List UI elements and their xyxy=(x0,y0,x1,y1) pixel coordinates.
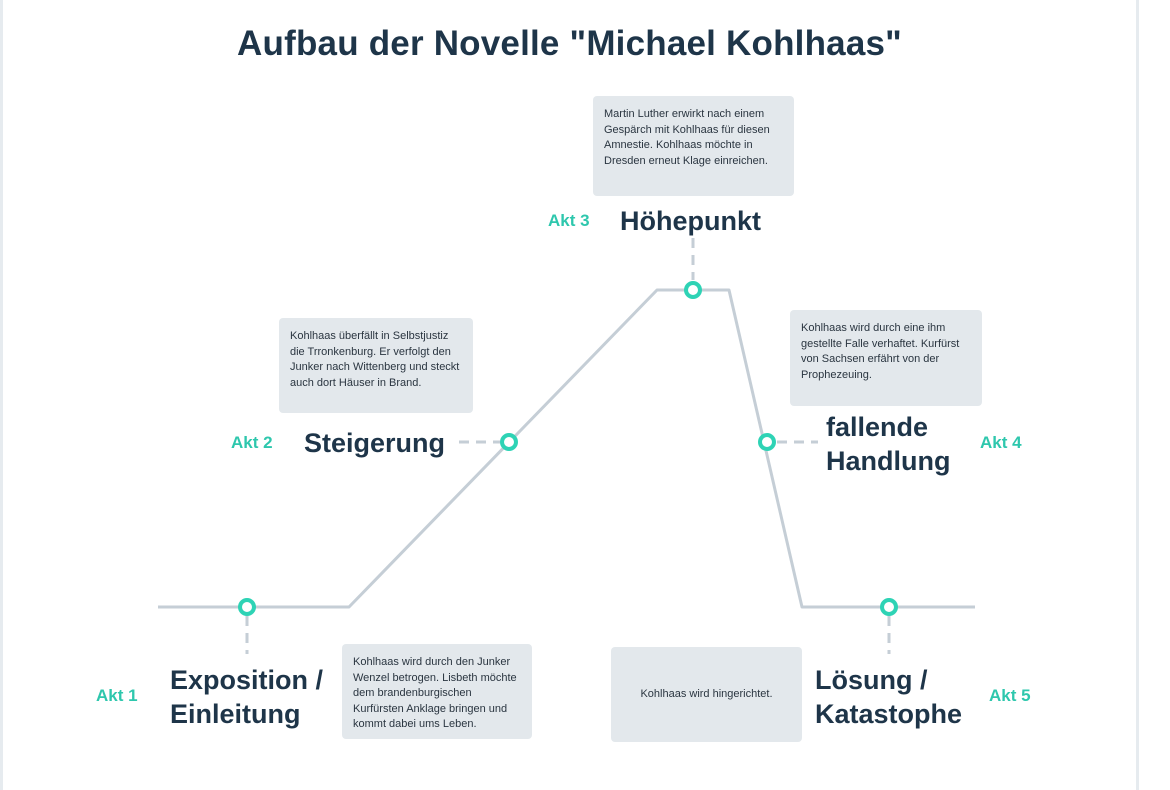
stage-note-exposition: Kohlhaas wird durch den Junker Wenzel betrogen. Lisbeth möchte dem brandenburgischen Kurfürsten Anklage bringen und kommt dabei ums Leben. xyxy=(342,644,532,739)
stage-title-fallende-handlung: fallende Handlung xyxy=(826,412,951,476)
act-label-3: Akt 3 xyxy=(548,211,590,230)
stage-title-loesung: Lösung / Katastophe xyxy=(815,665,963,729)
act-label-2: Akt 2 xyxy=(231,433,273,452)
diagram-title: Aufbau der Novelle "Michael Kohlhaas" xyxy=(237,24,902,63)
stage-note-fallende-handlung: Kohlhaas wird durch eine ihm gestellte Falle verhaftet. Kurfürst von Sachsen erfährt von der Prophezeuing. xyxy=(790,310,982,406)
marker-akt3 xyxy=(686,283,700,297)
marker-akt4 xyxy=(760,435,774,449)
stage-title-hoehepunkt: Höhepunkt xyxy=(620,206,761,236)
marker-akt1 xyxy=(240,600,254,614)
act-label-4: Akt 4 xyxy=(980,433,1022,452)
stage-note-hoehepunkt: Martin Luther erwirkt nach einem Gespärch mit Kohlhaas für diesen Amnestie. Kohlhaas möchte in Dresden erneut Klage einreichen. xyxy=(593,96,794,196)
stage-note-steigerung: Kohlhaas überfällt in Selbstjustiz die Trronkenburg. Er verfolgt den Junker nach Wittenberg und steckt auch dort Häuser in Brand. xyxy=(279,318,473,413)
marker-akt5 xyxy=(882,600,896,614)
stage-title-steigerung: Steigerung xyxy=(304,428,446,458)
marker-akt2 xyxy=(502,435,516,449)
stage-title-exposition: Exposition / Einleitung xyxy=(170,665,324,729)
act-label-1: Akt 1 xyxy=(96,686,138,705)
stage-note-loesung: Kohlhaas wird hingerichtet. xyxy=(611,647,802,742)
act-label-5: Akt 5 xyxy=(989,686,1031,705)
